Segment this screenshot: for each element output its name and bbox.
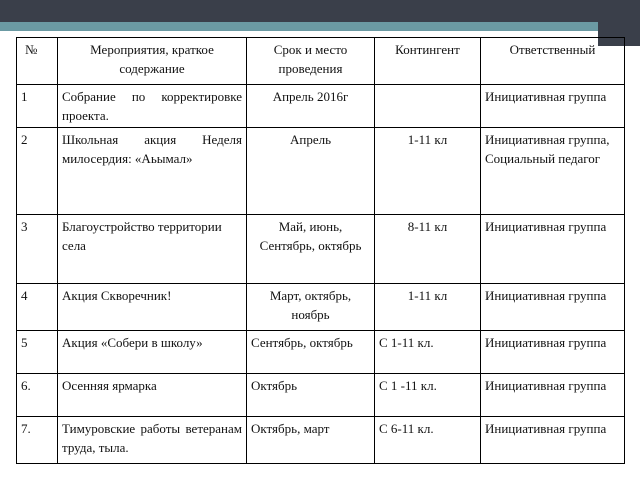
row-num: 7. xyxy=(17,417,58,464)
row-responsible: Инициативная группа, Социальный педагог xyxy=(481,128,625,215)
events-plan-table xyxy=(16,37,625,464)
header-responsible: Ответственный xyxy=(481,38,625,85)
table-row xyxy=(17,284,625,331)
row-responsible: Инициативная группа xyxy=(481,331,625,374)
row-time: Сентябрь, октябрь xyxy=(247,331,375,374)
row-contingent: С 1 -11 кл. xyxy=(375,374,481,417)
row-time: Март, октябрь, ноябрь xyxy=(247,284,375,331)
row-contingent xyxy=(375,85,481,128)
table-row xyxy=(17,331,625,374)
table-row xyxy=(17,417,625,464)
row-event: Собрание по корректировке проекта. xyxy=(58,85,247,128)
row-time: Апрель xyxy=(247,128,375,215)
row-num: 2 xyxy=(17,128,58,215)
row-num: 6. xyxy=(17,374,58,417)
row-contingent: 1-11 кл xyxy=(375,284,481,331)
slide-accent-band xyxy=(0,22,640,31)
row-event: Тимуровские работы ветеранам труда, тыла. xyxy=(58,417,247,464)
row-responsible: Инициативная группа xyxy=(481,374,625,417)
table-row xyxy=(17,215,625,284)
row-time: Октябрь, март xyxy=(247,417,375,464)
row-num: 4 xyxy=(17,284,58,331)
header-num: № xyxy=(17,38,58,85)
row-responsible: Инициативная группа xyxy=(481,85,625,128)
row-event: Благоустройство территории села xyxy=(58,215,247,284)
row-event: Акция Скворечник! xyxy=(58,284,247,331)
row-event: Акция «Собери в школу» xyxy=(58,331,247,374)
row-time: Апрель 2016г xyxy=(247,85,375,128)
row-contingent: 1-11 кл xyxy=(375,128,481,215)
slide-top-band xyxy=(0,0,640,22)
row-time: Май, июнь, Сентябрь, октябрь xyxy=(247,215,375,284)
row-responsible: Инициативная группа xyxy=(481,215,625,284)
header-time-place: Срок и место проведения xyxy=(247,38,375,85)
table-header-row xyxy=(17,38,625,85)
row-event: Осенняя ярмарка xyxy=(58,374,247,417)
row-responsible: Инициативная группа xyxy=(481,417,625,464)
row-time: Октябрь xyxy=(247,374,375,417)
row-contingent: С 1-11 кл. xyxy=(375,331,481,374)
row-num: 5 xyxy=(17,331,58,374)
row-num: 3 xyxy=(17,215,58,284)
table-row xyxy=(17,85,625,128)
row-event: Школьная акция Неделя милосердия: «Аьымал» xyxy=(58,128,247,215)
table-row xyxy=(17,128,625,215)
row-contingent: С 6-11 кл. xyxy=(375,417,481,464)
table-row xyxy=(17,374,625,417)
row-responsible: Инициативная группа xyxy=(481,284,625,331)
row-contingent: 8-11 кл xyxy=(375,215,481,284)
header-event: Мероприятия, краткое содержание xyxy=(58,38,247,85)
row-num: 1 xyxy=(17,85,58,128)
header-contingent: Контингент xyxy=(375,38,481,85)
